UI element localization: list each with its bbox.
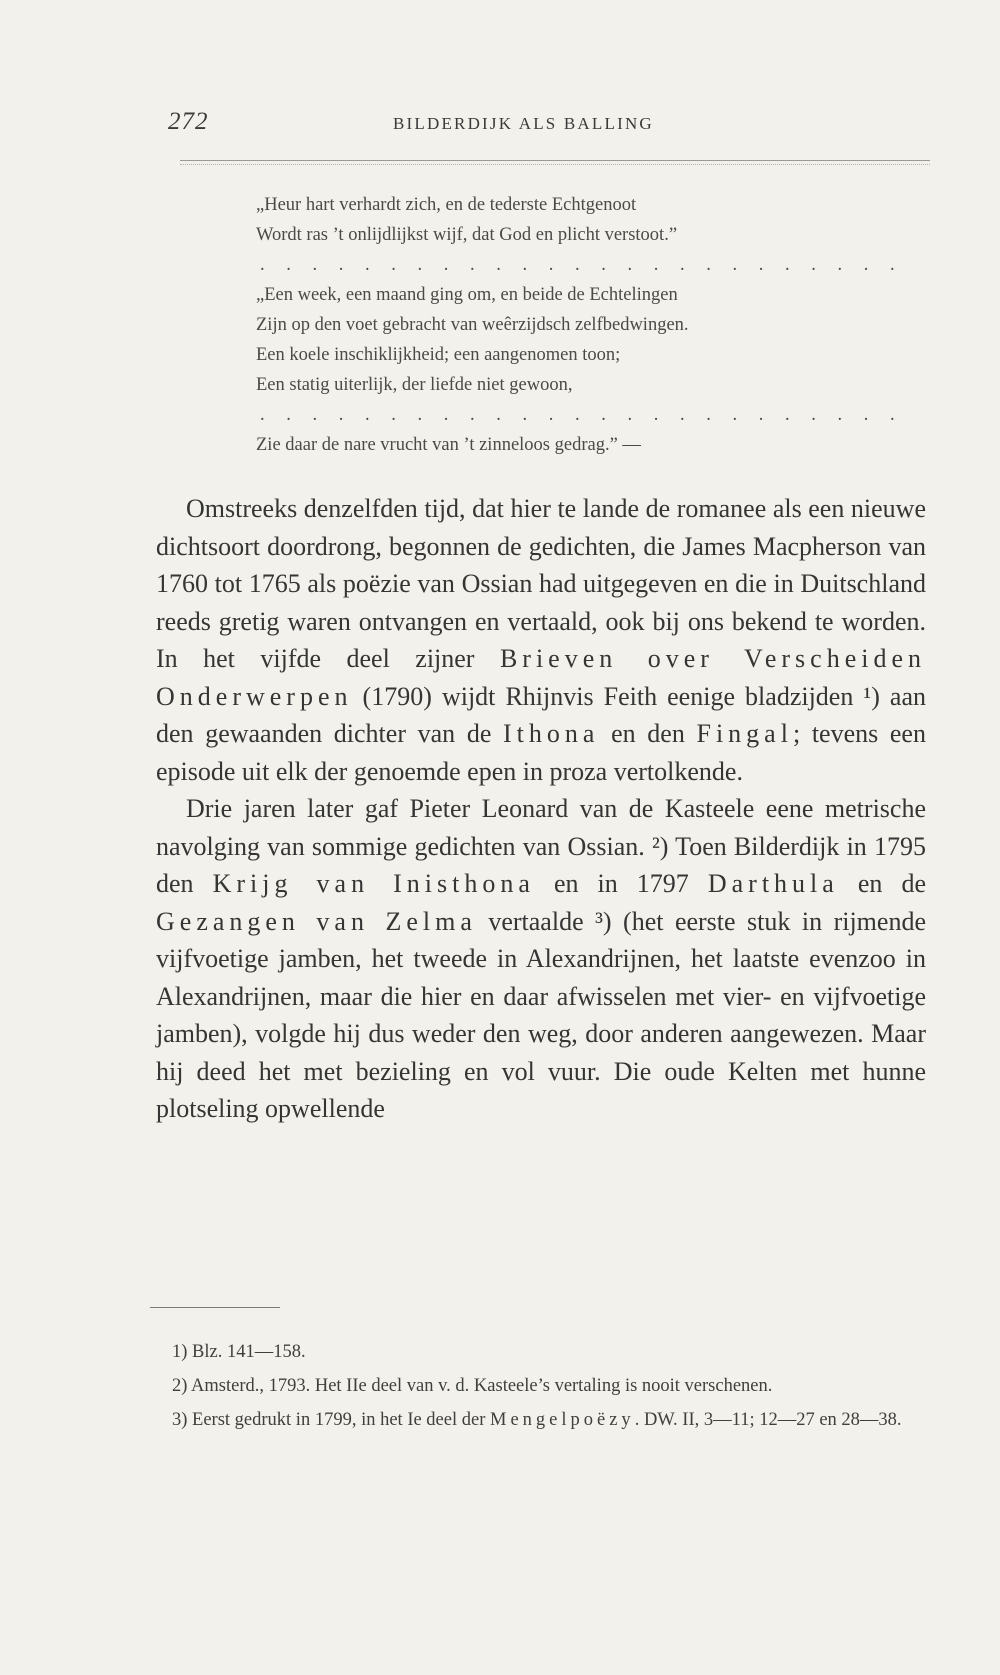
footnote-2: 2) Amsterd., 1793. Het IIe deel van v. d. Kasteele’s vertaling is nooit verschenen. — [172, 1376, 773, 1396]
body-text — [156, 490, 926, 1128]
title-gezangen: Gezangen van Zelma — [156, 906, 477, 936]
poem-line: Een koele inschiklijkheid; een aangenomen toon; — [256, 345, 621, 365]
title-brieven: Brieven over Verscheiden Onderwerpen — [156, 644, 926, 711]
text-run: . DW. II, 3—11; 12—27 en 28—38. — [634, 1410, 902, 1430]
title-fingal: Fingal — [696, 719, 793, 748]
footnotes — [146, 1338, 914, 1440]
poem-line: Een statig uiterlijk, der liefde niet gewoon, — [256, 375, 573, 395]
poem-line: Wordt ras ’t onlijdlijkst wijf, dat God en plicht verstoot.” — [256, 225, 678, 245]
poem-quotation — [256, 190, 936, 460]
running-title: BILDERDIJK ALS BALLING — [393, 114, 654, 133]
page-header — [168, 108, 926, 148]
title-mengelpoezy: Mengelpoëzy — [490, 1410, 635, 1430]
text-run: 3) Eerst gedrukt in 1799, in het Ie deel der — [172, 1410, 490, 1430]
footnote-rule — [150, 1307, 280, 1308]
page-number: 272 — [168, 108, 209, 135]
title-ithona: Ithona — [503, 719, 600, 748]
footnote-1: 1) Blz. 141—158. — [172, 1342, 306, 1362]
text-run: ; tevens een episode uit elk der genoemde epen in proza vertolkende. — [156, 719, 926, 786]
title-krijg: Krijg van Inisthona — [212, 869, 535, 898]
text-run: en den — [599, 719, 697, 748]
ellipsis-row: . . . . . . . . . . . . . . . . . . . . . . . . . — [260, 405, 904, 425]
footnote-3 — [146, 1406, 914, 1434]
poem-line: Zijn op den voet gebracht van weêrzijdsch zelfbedwingen. — [256, 315, 689, 335]
header-rule — [180, 160, 930, 165]
poem-line: Zie daar de nare vrucht van ’t zinneloos gedrag.” — — [256, 435, 641, 455]
paragraph-1 — [156, 490, 926, 790]
ellipsis-row: . . . . . . . . . . . . . . . . . . . . . . . . . — [260, 255, 904, 275]
text-run: Omstreeks denzelfden tijd, dat hier te lande de romanee als een nieuwe dichtsoort doordrong, begonnen de gedichten, die James Macpherson van 1760 tot 1765 als poëzie van Ossian had uitgegeven en die in Duitschland reeds gretig waren ontvangen en vertaald, ook bij ons bekend te worden. In het vijfde deel zijner — [156, 494, 926, 673]
text-run: Drie jaren later gaf Pieter Leonard van de Kasteele eene metrische navolging van sommige gedichten van Ossian. ²) Toen Bilderdijk in 1795 den — [156, 794, 926, 898]
poem-line: „Heur hart verhardt zich, en de tederste Echtgenoot — [256, 195, 637, 215]
text-run: en de — [838, 869, 927, 898]
title-darthula: Darthula — [707, 869, 839, 898]
poem-line: „Een week, een maand ging om, en beide de Echtelingen — [256, 285, 678, 305]
text-run: vertaalde ³) (het eerste stuk in rijmende vijfvoetige jamben, het tweede in Alexandrijnen, het laatste evenzoo in Alexandrijnen, maar die hier en daar afwisselen met vier- en vijfvoetige jamben), volgde hij dus weder den weg, door anderen aangewezen. Maar hij deed het met bezieling en vol vuur. Die oude Kelten met hunne plotseling opwellende — [156, 906, 926, 1123]
paragraph-2 — [156, 790, 926, 1128]
text-run: (1790) wijdt Rhijnvis Feith eenige bladzijden ¹) aan den gewaanden dichter van de — [156, 681, 926, 748]
text-run: en in 1797 — [534, 869, 708, 898]
